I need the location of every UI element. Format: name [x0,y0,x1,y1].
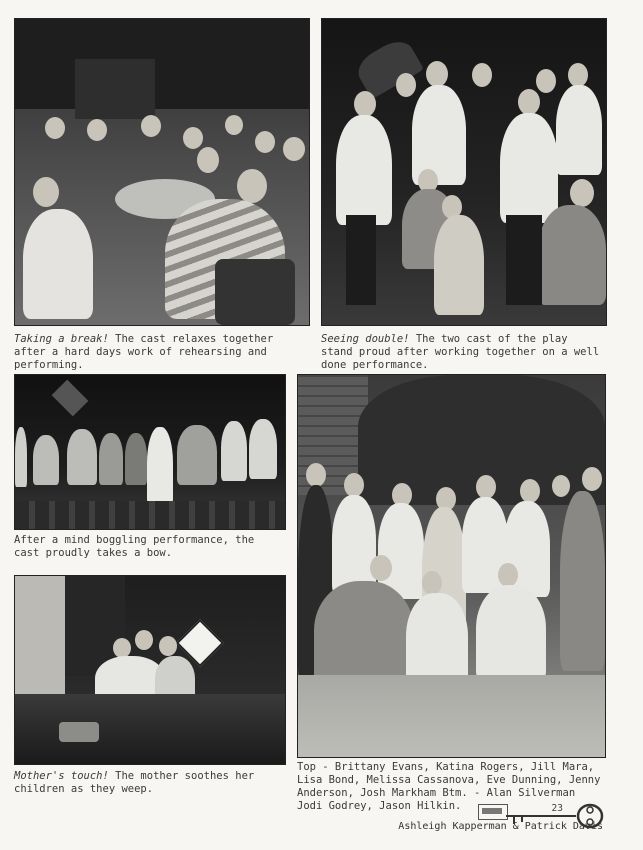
caption-lead: Mother's touch! [14,770,109,782]
caption-text: The cast relaxes together after a hard days work of rehearsing and performing. [14,333,274,371]
caption-lead: Seeing double! [321,333,410,345]
photo-curtain-bow [14,374,286,530]
page-number: 23 [551,803,563,814]
caption-text: The two cast of the play stand proud after working together on a well done performance. [321,333,600,371]
photo-mothers-touch [14,575,286,765]
caption-curtain-bow [14,534,284,560]
caption-text: After a mind boggling performance, the cast proudly takes a bow. [14,534,255,559]
photo-taking-a-break [14,18,310,326]
caption-seeing-double [321,333,605,372]
yearbook-logo-icon [478,804,508,820]
photo-seeing-double [321,18,607,326]
caption-text: Top - Brittany Evans, Katina Rogers, Jill Mara, Lisa Bond, Melissa Cassanova, Eve Dunning, Jenny Anderson, Josh Markham Btm. - Alan Silverman Jodi Godrey, Jason Hilkin. [297,761,601,812]
caption-lead: Taking a break! [14,333,109,345]
photo-cast-group [297,374,606,758]
caption-text: The mother soothes her children as they weep. [14,770,255,795]
page-credits: Ashleigh Kapperman & Patrick Davis [398,821,603,832]
caption-mothers-touch [14,770,284,796]
caption-taking-a-break [14,333,306,372]
